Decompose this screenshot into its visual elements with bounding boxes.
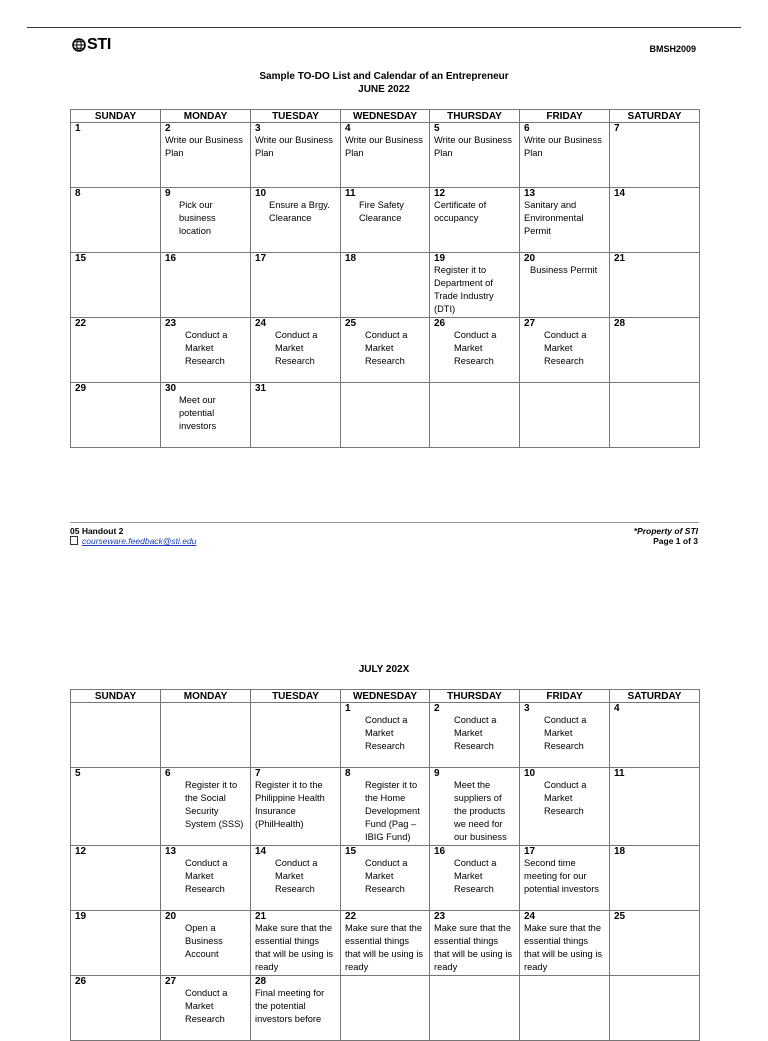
day-cell <box>251 976 341 1041</box>
day-cell <box>251 911 341 976</box>
day-number: 19 <box>434 253 446 264</box>
day-number: 23 <box>165 318 177 329</box>
todo-item: Conduct a Market Research <box>454 715 497 751</box>
day-number: 23 <box>434 911 446 922</box>
day-number: 22 <box>75 318 87 329</box>
day-number: 28 <box>255 976 267 987</box>
day-cell <box>341 911 430 976</box>
day-number: 27 <box>165 976 177 987</box>
day-number: 10 <box>524 768 536 779</box>
day-cell <box>161 188 251 253</box>
todo-item: Ensure a Brgy. Clearance <box>269 200 330 223</box>
day-number: 7 <box>614 123 620 134</box>
todo-item: Make sure that the essential things that will be using is ready <box>255 923 334 972</box>
day-cell <box>251 768 341 846</box>
document-code: BMSH2009 <box>649 44 696 54</box>
day-header-friday: FRIDAY <box>520 110 610 123</box>
day-number: 6 <box>524 123 530 134</box>
day-cell <box>430 123 520 188</box>
day-number: 5 <box>75 768 81 779</box>
todo-item: Conduct a Market Research <box>185 858 228 894</box>
day-cell <box>341 768 430 846</box>
day-number: 10 <box>255 188 267 199</box>
calendar-week-row <box>71 253 700 318</box>
day-number: 2 <box>165 123 171 134</box>
day-number: 31 <box>255 383 267 394</box>
day-cell <box>520 703 610 768</box>
calendar-week-row <box>71 976 700 1041</box>
day-cell <box>71 383 161 448</box>
day-number: 9 <box>434 768 440 779</box>
day-cell <box>71 911 161 976</box>
todo-item: Write our Business Plan <box>434 135 512 158</box>
day-number: 16 <box>434 846 446 857</box>
day-number: 12 <box>434 188 446 199</box>
todo-item: Meet our potential investors <box>179 395 217 431</box>
day-cell <box>610 318 700 383</box>
day-number: 29 <box>75 383 87 394</box>
calendar-june <box>70 109 700 448</box>
day-cell <box>161 383 251 448</box>
day-cell <box>341 383 430 448</box>
day-number: 25 <box>614 911 626 922</box>
todo-item: Fire Safety Clearance <box>359 200 404 223</box>
day-header-thursday: THURSDAY <box>430 690 520 703</box>
todo-item: Conduct a Market Research <box>544 330 587 366</box>
calendar-week-row <box>71 383 700 448</box>
day-header-saturday: SATURDAY <box>610 110 700 123</box>
day-cell <box>251 318 341 383</box>
day-number: 20 <box>524 253 536 264</box>
todo-item: Register it to the Philippine Health Insurance (PhilHealth) <box>255 780 325 829</box>
day-number: 7 <box>255 768 261 779</box>
day-header-sunday: SUNDAY <box>71 110 161 123</box>
day-number: 24 <box>524 911 536 922</box>
todo-item: Write our Business Plan <box>524 135 602 158</box>
day-cell <box>520 846 610 911</box>
day-cell <box>610 253 700 318</box>
day-number: 8 <box>345 768 351 779</box>
day-cell <box>430 703 520 768</box>
todo-item: Conduct a Market Research <box>275 858 318 894</box>
day-cell <box>251 846 341 911</box>
day-cell <box>161 911 251 976</box>
day-cell <box>251 703 341 768</box>
day-cell <box>610 188 700 253</box>
day-cell <box>161 976 251 1041</box>
day-cell <box>430 383 520 448</box>
todo-item: Write our Business Plan <box>165 135 243 158</box>
page-title: Sample TO-DO List and Calendar of an Entrepreneur <box>259 71 509 82</box>
day-number: 19 <box>75 911 87 922</box>
day-number: 12 <box>75 846 87 857</box>
calendar-july <box>70 689 700 1041</box>
day-number: 3 <box>524 703 530 714</box>
day-cell <box>520 123 610 188</box>
todo-item: Conduct a Market Research <box>275 330 318 366</box>
day-cell <box>520 768 610 846</box>
day-header-monday: MONDAY <box>161 690 251 703</box>
day-header-wednesday: WEDNESDAY <box>341 690 430 703</box>
day-number: 26 <box>434 318 446 329</box>
day-header-thursday: THURSDAY <box>430 110 520 123</box>
day-cell <box>430 318 520 383</box>
day-cell <box>341 703 430 768</box>
day-cell <box>71 188 161 253</box>
property-label: *Property of STI <box>633 526 698 536</box>
day-cell <box>161 318 251 383</box>
day-cell <box>341 253 430 318</box>
todo-item: Conduct a Market Research <box>454 330 497 366</box>
todo-item: Certificate of occupancy <box>434 200 487 223</box>
day-number: 11 <box>614 768 625 779</box>
todo-item: Conduct a Market Research <box>365 715 408 751</box>
top-rule <box>27 27 741 28</box>
day-header-friday: FRIDAY <box>520 690 610 703</box>
day-cell <box>251 188 341 253</box>
todo-item: Second time meeting for our potential investors <box>524 858 599 894</box>
calendar-week-row <box>71 123 700 188</box>
calendar-week-row <box>71 768 700 846</box>
day-header-monday: MONDAY <box>161 110 251 123</box>
day-cell <box>71 318 161 383</box>
calendar-week-row <box>71 846 700 911</box>
calendar-week-row <box>71 911 700 976</box>
day-number: 18 <box>614 846 626 857</box>
day-number: 13 <box>524 188 536 199</box>
month-title-july: JULY 202X <box>358 664 410 675</box>
todo-item: Open a Business Account <box>185 923 223 959</box>
day-cell <box>71 846 161 911</box>
day-cell <box>71 703 161 768</box>
day-cell <box>161 123 251 188</box>
day-cell <box>71 768 161 846</box>
mail-icon <box>70 536 78 545</box>
day-cell <box>430 188 520 253</box>
day-number: 30 <box>165 383 177 394</box>
todo-item: Conduct a Market Research <box>185 330 228 366</box>
sti-logo <box>72 36 111 54</box>
day-cell <box>71 123 161 188</box>
day-cell <box>341 123 430 188</box>
day-number: 17 <box>524 846 536 857</box>
day-number: 4 <box>614 703 620 714</box>
todo-item: Pick our business location <box>179 200 216 236</box>
day-number: 15 <box>345 846 357 857</box>
day-number: 24 <box>255 318 267 329</box>
day-number: 16 <box>165 253 177 264</box>
day-cell <box>430 911 520 976</box>
day-number: 27 <box>524 318 536 329</box>
todo-item: Make sure that the essential things that will be using is ready <box>524 923 603 972</box>
day-cell <box>520 253 610 318</box>
day-cell <box>520 383 610 448</box>
day-number: 18 <box>345 253 357 264</box>
day-cell <box>341 318 430 383</box>
day-cell <box>610 976 700 1041</box>
day-number: 22 <box>345 911 357 922</box>
todo-item: Write our Business Plan <box>255 135 333 158</box>
day-header-saturday: SATURDAY <box>610 690 700 703</box>
day-cell <box>610 703 700 768</box>
todo-item: Register it to the Home Development Fund (Pag – IBIG Fund) <box>365 780 420 842</box>
handout-label: 05 Handout 2 <box>70 526 124 536</box>
logo-text: STI <box>87 36 111 53</box>
footer-rule <box>70 522 699 523</box>
calendar-week-row <box>71 318 700 383</box>
day-cell <box>520 188 610 253</box>
todo-item: Conduct a Market Research <box>544 715 587 751</box>
calendar-week-row <box>71 703 700 768</box>
page-number: Page 1 of 3 <box>653 536 698 546</box>
day-cell <box>430 846 520 911</box>
day-number: 26 <box>75 976 87 987</box>
day-cell <box>71 253 161 318</box>
day-cell <box>610 846 700 911</box>
todo-item: Conduct a Market Research <box>365 330 408 366</box>
day-cell <box>610 383 700 448</box>
calendar-week-row <box>71 188 700 253</box>
day-number: 9 <box>165 188 171 199</box>
day-cell <box>430 976 520 1041</box>
day-number: 2 <box>434 703 440 714</box>
day-cell <box>161 768 251 846</box>
day-cell <box>341 846 430 911</box>
todo-item: Register it to Department of Trade Industry (DTI) <box>434 265 494 314</box>
day-cell <box>610 768 700 846</box>
day-number: 8 <box>75 188 81 199</box>
day-cell <box>161 703 251 768</box>
todo-item: Register it to the Social Security System (SSS) <box>185 780 244 829</box>
day-number: 14 <box>255 846 267 857</box>
day-cell <box>161 846 251 911</box>
todo-item: Conduct a Market Research <box>544 780 587 816</box>
footer-right <box>634 526 698 546</box>
day-cell <box>341 976 430 1041</box>
day-cell <box>251 123 341 188</box>
todo-item: Conduct a Market Research <box>365 858 408 894</box>
feedback-email-link[interactable]: courseware.feedback@sti.edu <box>82 536 197 546</box>
day-header-sunday: SUNDAY <box>71 690 161 703</box>
day-number: 4 <box>345 123 351 134</box>
day-cell <box>520 318 610 383</box>
day-number: 17 <box>255 253 267 264</box>
globe-icon <box>72 38 86 52</box>
day-number: 3 <box>255 123 261 134</box>
day-cell <box>610 123 700 188</box>
day-cell <box>610 911 700 976</box>
day-number: 15 <box>75 253 87 264</box>
day-number: 1 <box>75 123 81 134</box>
todo-item: Conduct a Market Research <box>454 858 497 894</box>
day-header-tuesday: TUESDAY <box>251 110 341 123</box>
day-number: 21 <box>255 911 267 922</box>
day-header-tuesday: TUESDAY <box>251 690 341 703</box>
day-cell <box>71 976 161 1041</box>
day-number: 1 <box>345 703 351 714</box>
day-number: 25 <box>345 318 357 329</box>
todo-item: Meet the suppliers of the products we need for our business <box>454 780 507 842</box>
day-cell <box>341 188 430 253</box>
day-cell <box>520 911 610 976</box>
footer-left <box>70 526 196 546</box>
day-number: 11 <box>345 188 356 199</box>
day-number: 13 <box>165 846 177 857</box>
day-cell <box>520 976 610 1041</box>
day-number: 28 <box>614 318 626 329</box>
day-number: 6 <box>165 768 171 779</box>
day-number: 21 <box>614 253 626 264</box>
day-cell <box>251 253 341 318</box>
todo-item: Final meeting for the potential investors before <box>255 988 325 1024</box>
day-number: 5 <box>434 123 440 134</box>
day-number: 20 <box>165 911 177 922</box>
day-cell <box>430 768 520 846</box>
todo-item: Sanitary and Environmental Permit <box>524 200 584 236</box>
month-title-june: JUNE 2022 <box>358 84 410 95</box>
todo-item: Make sure that the essential things that will be using is ready <box>434 923 513 972</box>
day-cell <box>430 253 520 318</box>
todo-item: Business Permit <box>530 265 598 275</box>
todo-item: Conduct a Market Research <box>185 988 228 1024</box>
todo-item: Write our Business Plan <box>345 135 423 158</box>
day-cell <box>251 383 341 448</box>
day-number: 14 <box>614 188 626 199</box>
day-header-wednesday: WEDNESDAY <box>341 110 430 123</box>
day-cell <box>161 253 251 318</box>
todo-item: Make sure that the essential things that will be using is ready <box>345 923 424 972</box>
